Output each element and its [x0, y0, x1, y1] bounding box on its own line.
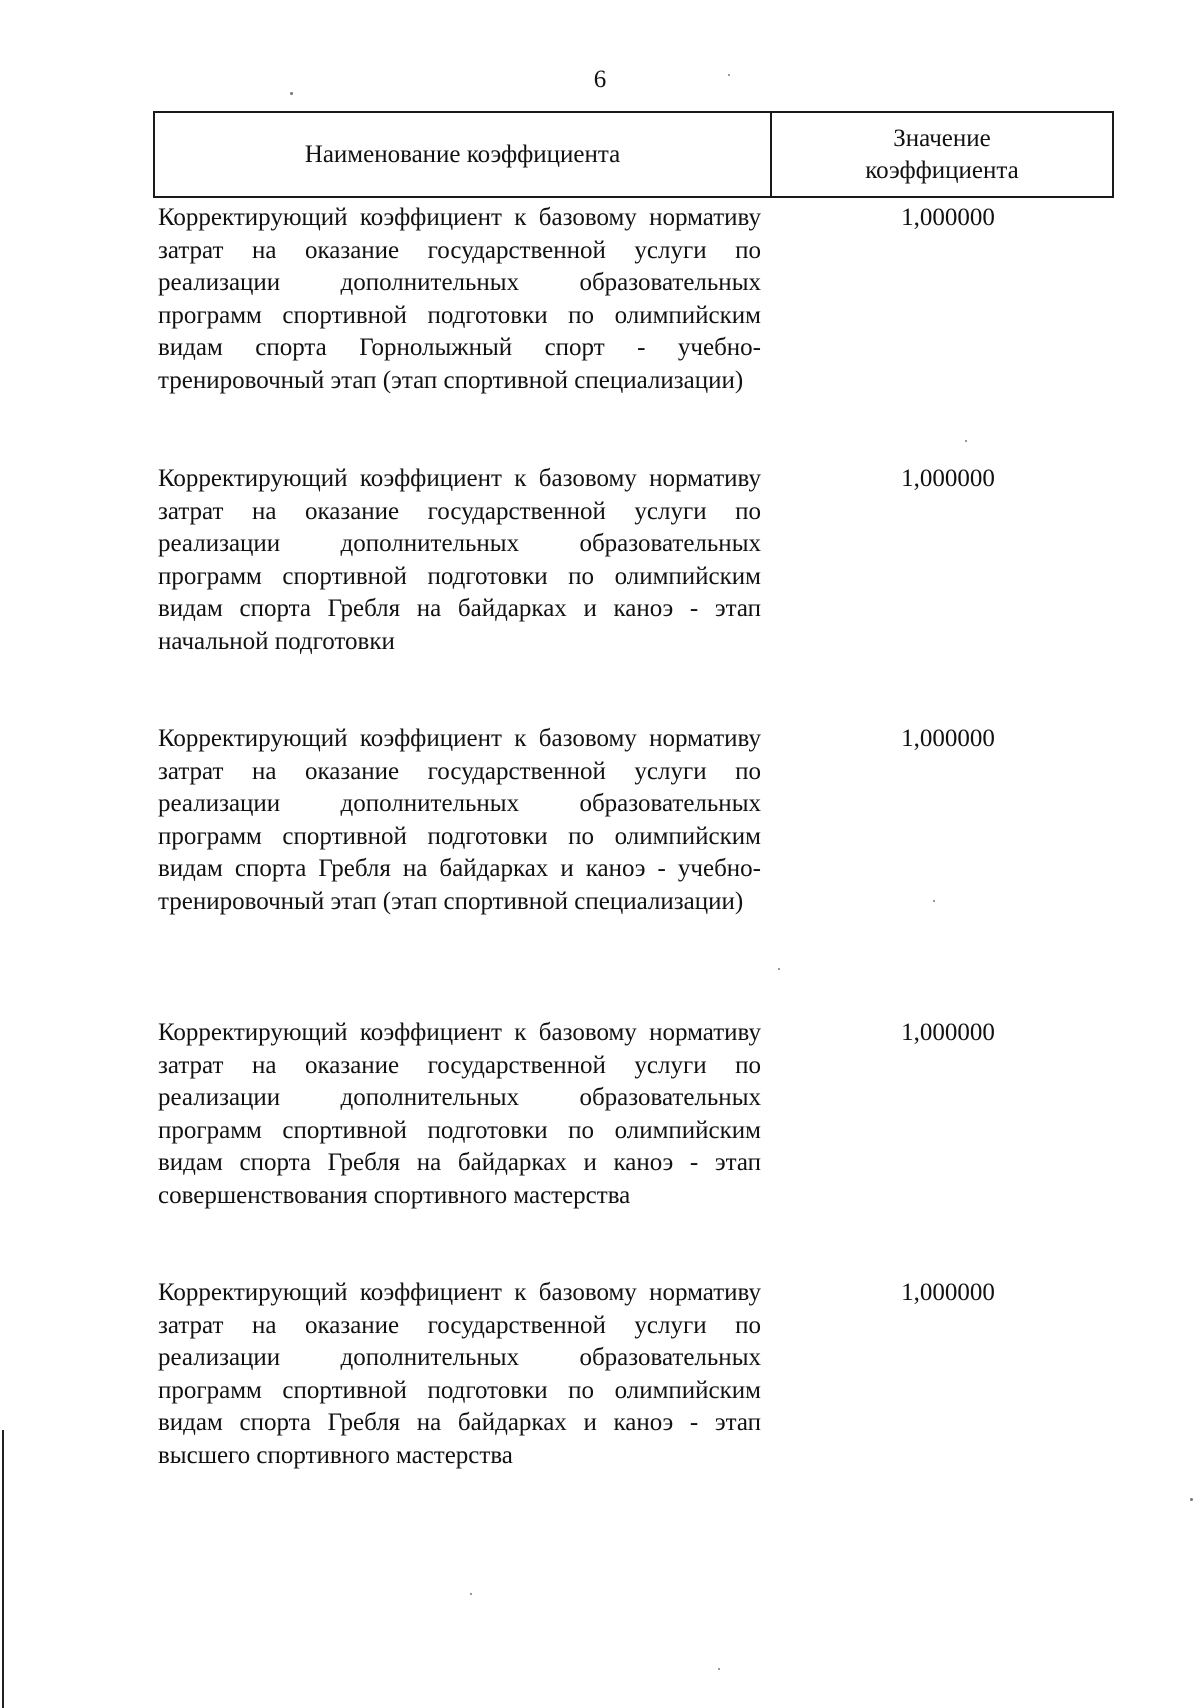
header-value-line1: Значение	[893, 124, 991, 152]
scan-speck	[965, 440, 967, 442]
header-value-line2: коэффициента	[865, 156, 1019, 184]
header-coefficient-name: Наименование коэффициента	[304, 140, 621, 168]
scan-speck	[470, 1593, 472, 1595]
scan-speck	[718, 1668, 720, 1670]
row-coefficient-value: 1,000000	[901, 465, 995, 492]
row-coefficient-name: Корректирующий коэффициент к базовому нормативу затрат на оказание государственной услуги по реализации дополнительных образовательных программ спортивной подготовки по олимпийским видам спорта Горнолыжный спорт - учебно-тренировочный этап (этап спортивной специализации)	[158, 204, 761, 394]
header-coefficient-value	[772, 113, 1112, 196]
row-coefficient-value: 1,000000	[901, 725, 995, 752]
page-number: 6	[593, 66, 607, 93]
scan-speck	[290, 92, 293, 95]
scan-speck	[1190, 1498, 1193, 1501]
row-coefficient-name: Корректирующий коэффициент к базовому нормативу затрат на оказание государственной услуги по реализации дополнительных образовательных программ спортивной подготовки по олимпийским видам спорта Гребля на байдарках и каноэ - этап высшего спортивного мастерства	[158, 1279, 761, 1469]
row-coefficient-value: 1,000000	[901, 204, 995, 231]
row-coefficient-value: 1,000000	[901, 1019, 995, 1046]
scan-margin-line	[2, 1430, 4, 1708]
row-coefficient-name: Корректирующий коэффициент к базовому нормативу затрат на оказание государственной услуги по реализации дополнительных образовательных программ спортивной подготовки по олимпийским видам спорта Гребля на байдарках и каноэ - учебно-тренировочный этап (этап спортивной специализации)	[158, 725, 761, 915]
row-coefficient-name: Корректирующий коэффициент к базовому нормативу затрат на оказание государственной услуги по реализации дополнительных образовательных программ спортивной подготовки по олимпийским видам спорта Гребля на байдарках и каноэ - этап начальной подготовки	[158, 465, 761, 655]
scan-speck	[778, 968, 780, 970]
scan-speck	[933, 900, 935, 902]
table-header	[153, 111, 1114, 198]
scan-speck	[728, 74, 730, 76]
row-coefficient-value: 1,000000	[901, 1279, 995, 1306]
row-coefficient-name: Корректирующий коэффициент к базовому нормативу затрат на оказание государственной услуги по реализации дополнительных образовательных программ спортивной подготовки по олимпийским видам спорта Гребля на байдарках и каноэ - этап совершенствования спортивного мастерства	[158, 1019, 761, 1209]
